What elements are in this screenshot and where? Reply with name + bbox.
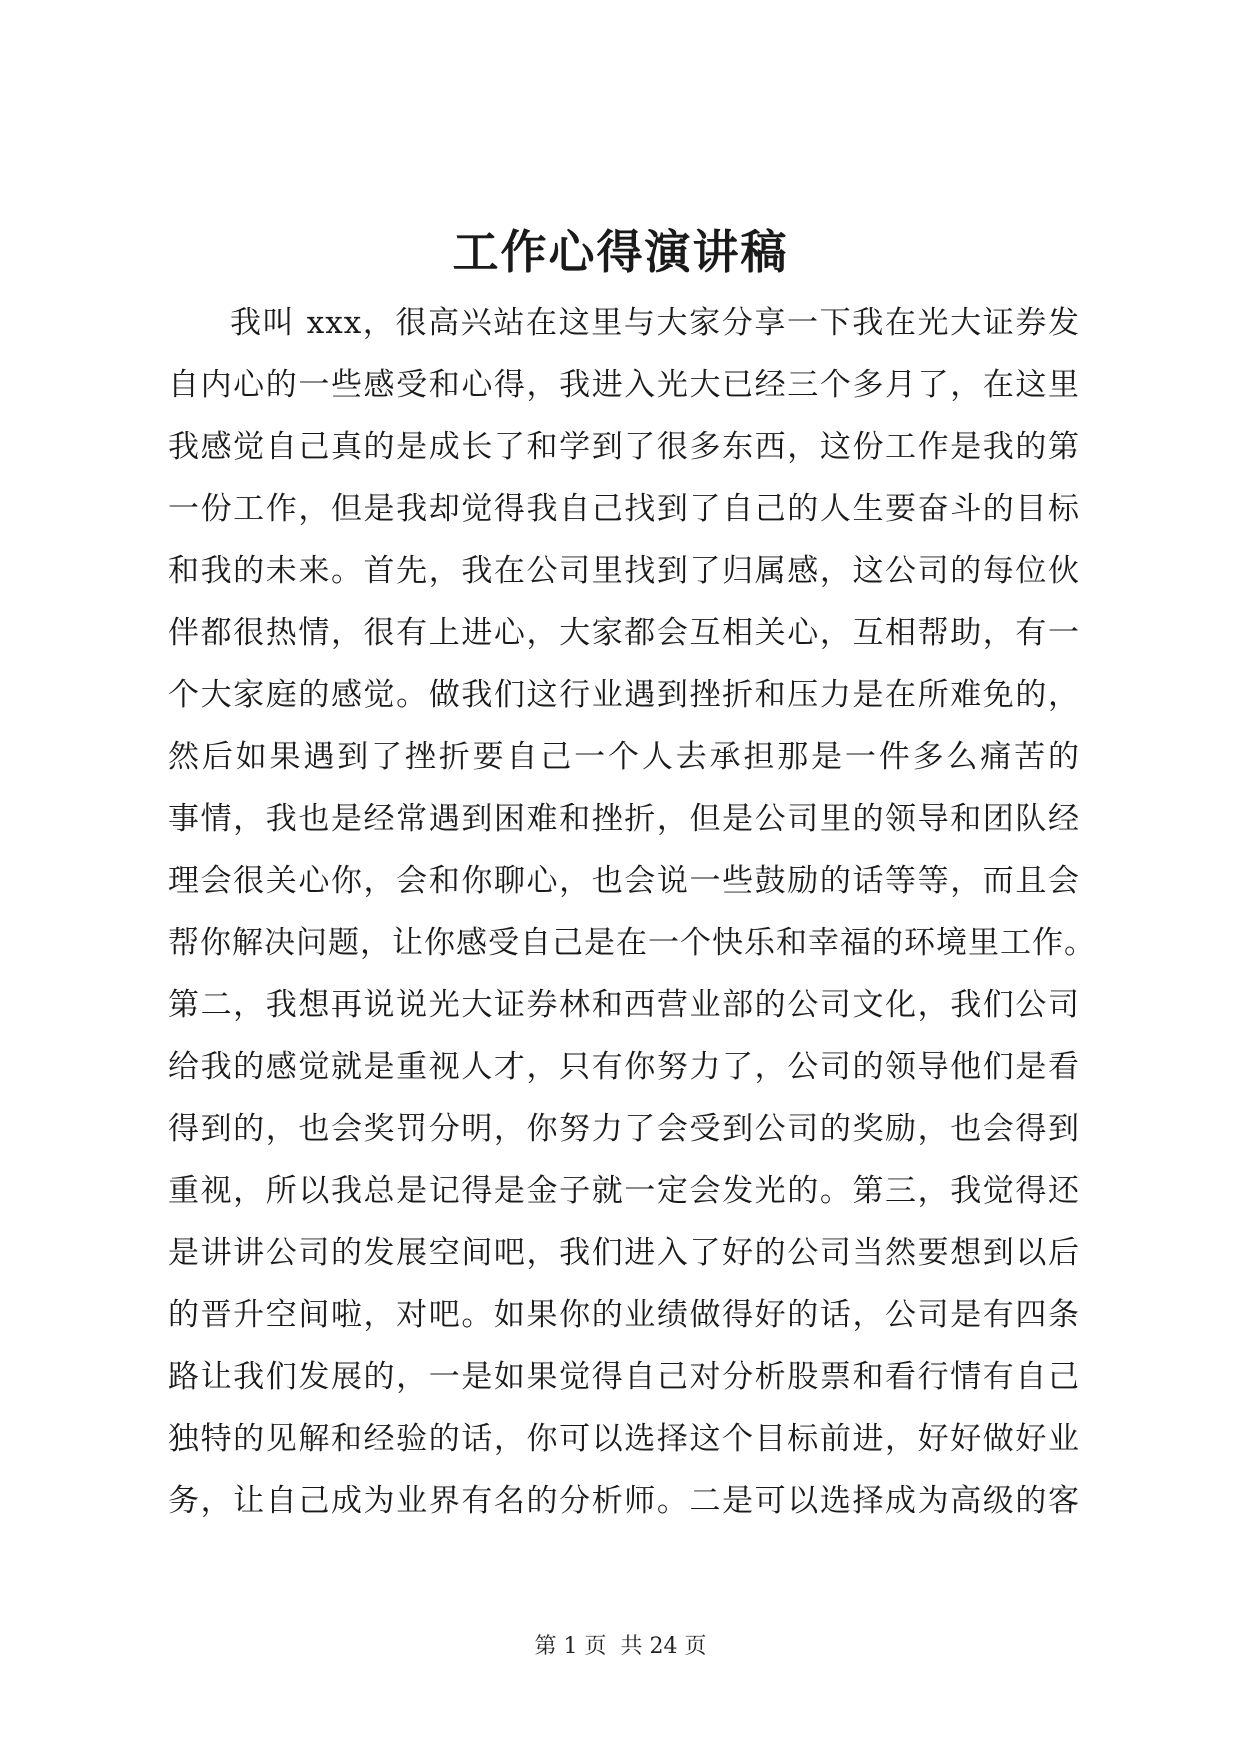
body-line: 务，让自己成为业界有名的分析师。二是可以选择成为高级的客	[168, 1483, 1080, 1519]
page-number-label: 第 1 页 共 24 页	[534, 1634, 707, 1659]
body-line: 帮你解决问题，让你感受自己是在一个快乐和幸福的环境里工作。	[168, 925, 1096, 961]
body-line: 我感觉自己真的是成长了和学到了很多东西，这份工作是我的第	[168, 429, 1080, 465]
body-line: 的晋升空间啦，对吧。如果你的业绩做得好的话，公司是有四条	[168, 1297, 1080, 1333]
body-line: 第二，我想再说说光大证券林和西营业部的公司文化，我们公司	[168, 987, 1080, 1023]
body-line: 给我的感觉就是重视人才，只有你努力了，公司的领导他们是看	[168, 1049, 1080, 1085]
body-line: 自内心的一些感受和心得，我进入光大已经三个多月了，在这里	[168, 367, 1080, 403]
document-body	[168, 292, 1096, 1532]
document-title: 工作心得演讲稿	[452, 225, 789, 279]
body-line: 理会很关心你，会和你聊心，也会说一些鼓励的话等等，而且会	[168, 863, 1080, 899]
body-line: 我叫 xxx，很高兴站在这里与大家分享一下我在光大证券发	[230, 305, 1080, 341]
body-line: 独特的见解和经验的话，你可以选择这个目标前进，好好做好业	[168, 1421, 1080, 1457]
body-line: 然后如果遇到了挫折要自己一个人去承担那是一件多么痛苦的	[168, 739, 1080, 775]
body-line: 伴都很热情，很有上进心，大家都会互相关心，互相帮助，有一	[168, 615, 1080, 651]
body-line: 事情，我也是经常遇到困难和挫折，但是公司里的领导和团队经	[168, 801, 1080, 837]
body-line: 一份工作，但是我却觉得我自己找到了自己的人生要奋斗的目标	[168, 491, 1080, 527]
body-line: 得到的，也会奖罚分明，你努力了会受到公司的奖励，也会得到	[168, 1111, 1080, 1147]
body-line: 个大家庭的感觉。做我们这行业遇到挫折和压力是在所难免的，	[168, 677, 1080, 713]
page-footer	[0, 1632, 1241, 1662]
body-line: 是讲讲公司的发展空间吧，我们进入了好的公司当然要想到以后	[168, 1235, 1080, 1271]
body-line: 和我的未来。首先，我在公司里找到了归属感，这公司的每位伙	[168, 553, 1080, 589]
body-line: 重视，所以我总是记得是金子就一定会发光的。第三，我觉得还	[168, 1173, 1080, 1209]
body-line: 路让我们发展的，一是如果觉得自己对分析股票和看行情有自己	[168, 1359, 1080, 1395]
